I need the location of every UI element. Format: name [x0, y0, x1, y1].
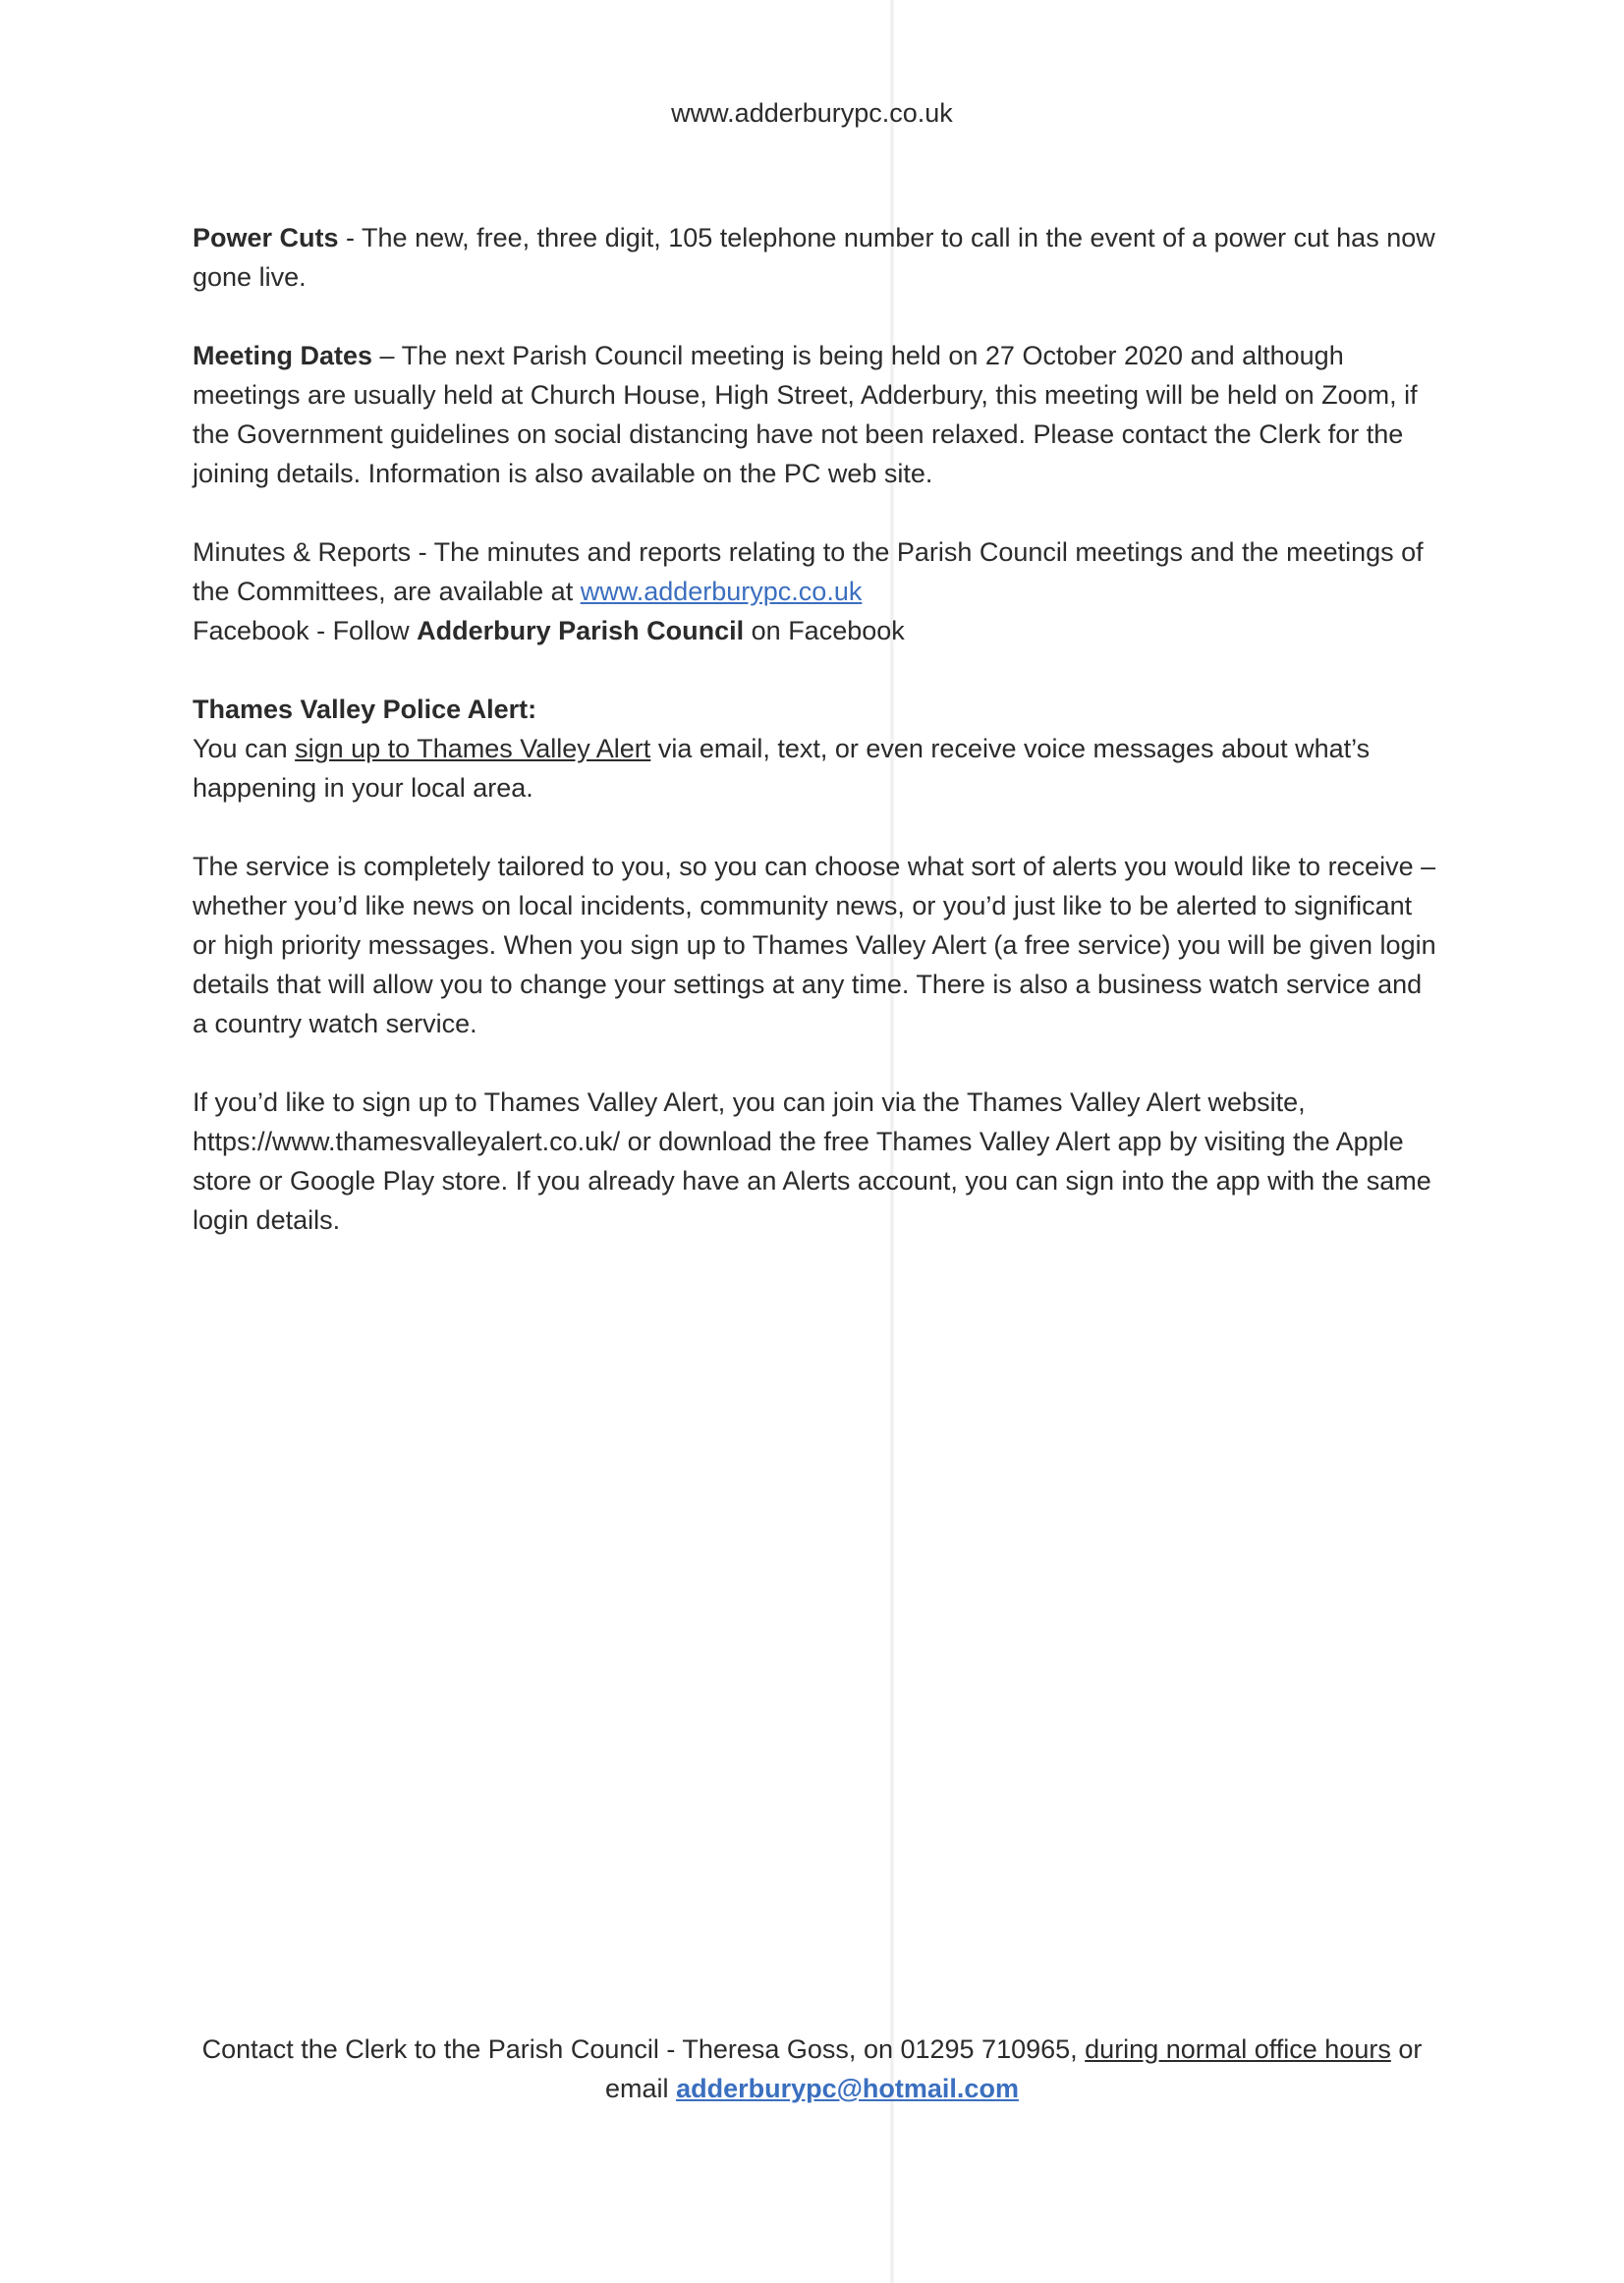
minutes-website-link[interactable]: www.adderburypc.co.uk — [580, 577, 863, 606]
meeting-dates-paragraph — [193, 336, 1440, 493]
minutes-paragraph — [193, 532, 1440, 611]
footer-email-link[interactable]: adderburypc@hotmail.com — [676, 2074, 1019, 2103]
meeting-dates-text: The next Parish Council meeting is being held on 27 October 2020 and although meetings are usually held at Church House, High Street, Adderbury, this meeting will be held on Zoom, if the Government guidelines on social distancing have not been relaxed. Please contact the Clerk for the joining details. Information is also available on the PC web site. — [193, 341, 1418, 488]
power-cuts-heading: Power Cuts — [193, 223, 339, 252]
power-cuts-text: The new, free, three digit, 105 telephone number to call in the event of a power cut has now gone live. — [193, 223, 1435, 292]
footer-contact — [0, 2030, 1624, 2108]
meeting-dates-separator: – — [372, 341, 402, 370]
minutes-text: Minutes & Reports - The minutes and reports relating to the Parish Council meetings and the meetings of the Committees, are available at — [193, 537, 1424, 606]
power-cuts-paragraph — [193, 218, 1440, 297]
police-alert-join-paragraph: If you’d like to sign up to Thames Valley Alert, you can join via the Thames Valley Alert website, https://www.thamesvalleyalert.co.uk/ or download the free Thames Valley Alert app by visiting the Apple store or Google Play store. If you already have an Alerts account, you can sign into the app with the same login details. — [193, 1087, 1431, 1235]
page-header-url: www.adderburypc.co.uk — [671, 98, 953, 128]
police-alert-heading: Thames Valley Police Alert: — [193, 695, 537, 724]
police-alert-intro-prefix: You can — [193, 734, 296, 763]
facebook-paragraph — [193, 611, 1440, 650]
footer-contact-prefix: Contact the Clerk to the Parish Council - Theresa Goss, on 01295 710965, — [201, 2034, 1086, 2064]
facebook-page-name: Adderbury Parish Council — [417, 616, 745, 645]
police-alert-intro — [193, 729, 1440, 807]
meeting-dates-heading: Meeting Dates — [193, 341, 373, 370]
document-body — [193, 218, 1440, 1279]
footer-email-line — [0, 2069, 1624, 2108]
footer-email-label: email — [605, 2074, 677, 2103]
police-alert-service-paragraph: The service is completely tailored to you, so you can choose what sort of alerts you would like to receive – whether you’d like news on local incidents, community news, or you’d just like to be alerted to significant or high priority messages. When you sign up to Thames Valley Alert (a free service) you will be given login details that will allow you to change your settings at any time. There is also a business watch service and a country watch service. — [193, 852, 1436, 1038]
footer-office-hours: during normal office hours — [1085, 2034, 1391, 2064]
power-cuts-separator: - — [338, 223, 363, 252]
police-alert-intro-suffix: via email, text, or even receive voice messages about what’s happening in your local area. — [193, 734, 1371, 803]
footer-contact-suffix: or — [1390, 2034, 1423, 2064]
facebook-suffix: on Facebook — [744, 616, 905, 645]
facebook-prefix: Facebook - Follow — [193, 616, 418, 645]
sign-up-alert-link[interactable]: sign up to Thames Valley Alert — [295, 734, 651, 763]
footer-contact-line — [0, 2030, 1624, 2069]
